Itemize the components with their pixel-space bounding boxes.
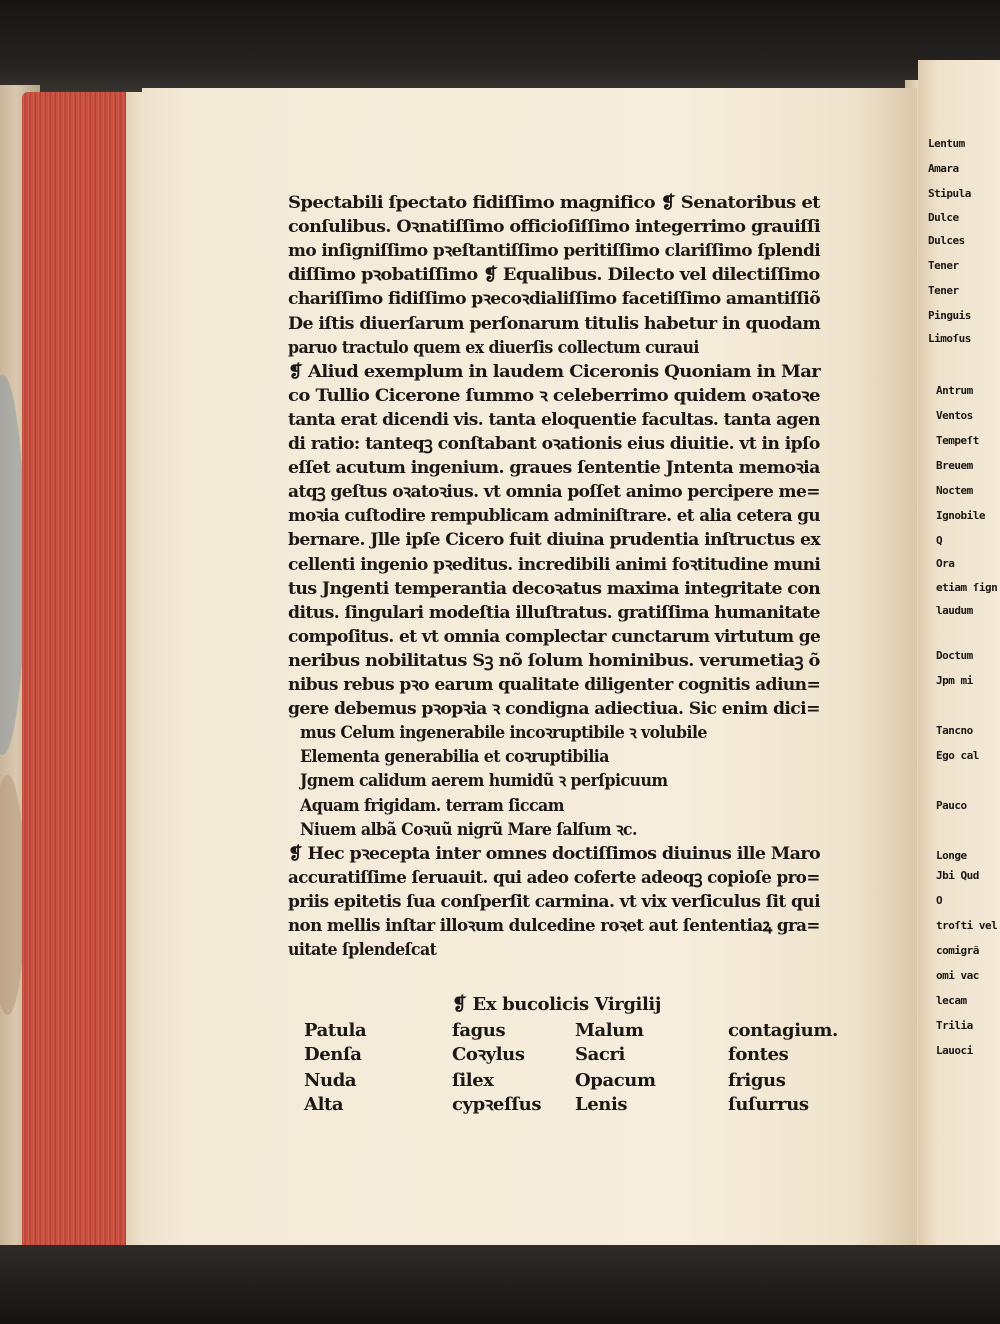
text-line: gere debemus pꝛopꝛia ꝛ condigna adiectiua. Sic enim dici= — [288, 699, 820, 720]
facing-page-word: Ego cal — [936, 749, 979, 762]
facing-page-word: Amara — [928, 162, 959, 175]
section-heading: ❡ Ex bucolicis Virgilij — [452, 994, 661, 1015]
verse-cell: Alta — [304, 1094, 344, 1115]
facing-page-word: Antrum — [936, 384, 973, 397]
text-line: compoſitus. et vt omnia complectar cunctarum virtutum ge — [288, 626, 821, 647]
text-line: Elementa generabilia et coꝛruptibilia — [300, 747, 609, 768]
text-line: co Tullio Cicerone ſummo ꝛ celeberrimo quidem oꝛatoꝛe — [288, 385, 820, 406]
facing-page-word: Noctem — [936, 484, 973, 497]
text-line: tanta erat dicendi vis. tanta eloquentie facultas. tanta agen — [288, 409, 820, 430]
verse-cell: contagium. — [728, 1020, 838, 1041]
text-line: accuratiſſime ſeruauit. qui adeo coferte adeoqꝫ copioſe pro= — [288, 867, 820, 888]
facing-page-word: Ventos — [936, 409, 973, 422]
text-line: di ratio: tanteqꝫ conſtabant oꝛationis eius diuitie. vt in ipſo — [288, 434, 820, 454]
text-line: conſulibus. Oꝛnatiſſimo officioſiſſimo integerrimo grauiſſi — [288, 217, 821, 238]
facing-page-word: Dulces — [928, 234, 965, 247]
text-line: priis epitetis ſua conſperſit carmina. vt vix verſiculus ſit qui — [288, 891, 820, 912]
text-line: Aquam frigidam. terram ſiccam — [300, 795, 564, 816]
text-line: mus Celum ingenerabile incoꝛruptibile ꝛ volubile — [300, 723, 707, 744]
facing-page-word: Longe — [936, 849, 967, 862]
facing-page-word: Lentum — [928, 137, 965, 150]
facing-page-word: Tancno — [936, 724, 973, 737]
text-line: cellenti ingenio pꝛeditus. incredibili animi foꝛtitudine muni — [288, 554, 821, 575]
facing-page — [918, 60, 1000, 1255]
red-page-edges — [22, 92, 144, 1250]
text-line: chariſſimo fidiſſimo pꝛecoꝛdialiſſimo facetiſſimo amantiſſiõ — [288, 289, 821, 310]
verse-cell: Malum — [575, 1020, 644, 1041]
text-line: ❡ Hec pꝛecepta inter omnes doctiſſimos diuinus ille Maro — [288, 843, 821, 864]
facing-page-word: etiam ſign — [936, 581, 998, 594]
facing-page-word: lecam — [936, 994, 967, 1007]
bottom-shadow — [0, 1245, 1000, 1324]
verse-cell: frigus — [728, 1070, 786, 1091]
text-line: paruo tractulo quem ex diuerſis collectum curaui — [288, 337, 699, 358]
verse-cell: Nuda — [304, 1070, 357, 1091]
facing-page-word: Lauoci — [936, 1044, 973, 1057]
facing-page-word: Doctum — [936, 649, 973, 662]
text-line: eſſet acutum ingenium. graues ſententie Jntenta memoꝛia — [288, 458, 820, 479]
facing-page-word: Limoſus — [928, 332, 971, 345]
facing-page-word: Breuem — [936, 459, 973, 472]
facing-page-word: Pinguis — [928, 309, 971, 322]
text-line: uitate ſplendeſcat — [288, 940, 437, 961]
facing-page-word: Tener — [928, 284, 959, 297]
verse-cell: ſilex — [452, 1070, 494, 1091]
text-line: atqꝫ geſtus oꝛatoꝛius. vt omnia poſſet animo percipere me= — [288, 482, 820, 503]
verse-cell: Lenis — [575, 1094, 628, 1115]
verse-cell: ſuſurrus — [728, 1094, 809, 1115]
facing-page-word: Ora — [936, 557, 955, 570]
facing-page-word: Jpm mi — [936, 674, 973, 687]
text-line: nibus rebus pꝛo earum qualitate diligenter cognitis adiun= — [288, 675, 821, 695]
verse-cell: cypꝛeſſus — [452, 1094, 542, 1115]
text-line: neribus nobilitatus Sꝫ nõ ſolum hominibus. verumetiaꝫ õ — [288, 650, 820, 671]
facing-page-word: comigrã — [936, 944, 979, 957]
text-line: ditus. ſingulari modeſtia illuſtratus. gratiſſima humanitate — [288, 602, 820, 623]
facing-page-word: troſti vel — [936, 919, 998, 932]
text-line: ❡ Aliud exemplum in laudem Ciceronis Quoniam in Mar — [288, 361, 821, 382]
facing-page-word: Tempeſt — [936, 434, 979, 447]
facing-page-word: Ignobile — [936, 509, 985, 522]
text-line: non mellis inſtar illoꝛum dulcedine roꝛet aut ſententiaꝝ gra= — [288, 916, 820, 936]
text-line: bernare. Jlle ipſe Cicero fuit diuina prudentia inſtructus ex — [288, 530, 820, 551]
verse-cell: Opacum — [575, 1070, 656, 1091]
text-line: Niuem albã Coꝛuũ nigrũ Mare ſalſum ꝛc. — [300, 819, 637, 840]
text-line: tus Jngenti temperantia decoꝛatus maxima integritate con — [288, 578, 821, 599]
text-line: moꝛia cuſtodire rempublicam adminiſtrare. et alia cetera gu — [288, 506, 821, 527]
verse-cell: Denſa — [304, 1044, 362, 1065]
verse-cell: fagus — [452, 1020, 506, 1041]
verse-cell: fontes — [728, 1044, 789, 1065]
text-line: diſſimo pꝛobatiſſimo ❡ Equalibus. Dilecto vel dilectiſſimo — [288, 265, 820, 286]
facing-page-word: Jbi Qud — [936, 869, 979, 882]
text-line: Jgnem calidum aerem humidũ ꝛ perſpicuum — [300, 771, 668, 792]
text-line: De iſtis diuerſarum perſonarum titulis habetur in quodam — [288, 313, 821, 334]
facing-page-word: Pauco — [936, 799, 967, 812]
facing-page-word: Tener — [928, 259, 959, 272]
text-line: mo inſigniſſimo pꝛeſtantiſſimo peritiſſimo clariſſimo ſplendi — [288, 241, 821, 262]
verse-cell: Sacri — [575, 1044, 625, 1065]
facing-page-word: O — [936, 894, 943, 907]
verse-cell: Coꝛylus — [452, 1044, 525, 1065]
facing-page-word: laudum — [936, 604, 973, 617]
facing-page-word: Stipula — [928, 187, 971, 200]
facing-page-word: Q — [936, 534, 943, 547]
facing-page-word: Trilia — [936, 1019, 973, 1032]
facing-page-word: Dulce — [928, 211, 959, 224]
verse-cell: Patula — [304, 1020, 367, 1041]
text-line: Spectabili ſpectato fidiſſimo magnifico ❡ Senatoribus et — [288, 193, 820, 213]
facing-page-word: omi vac — [936, 969, 979, 982]
top-shadow — [0, 0, 1000, 95]
